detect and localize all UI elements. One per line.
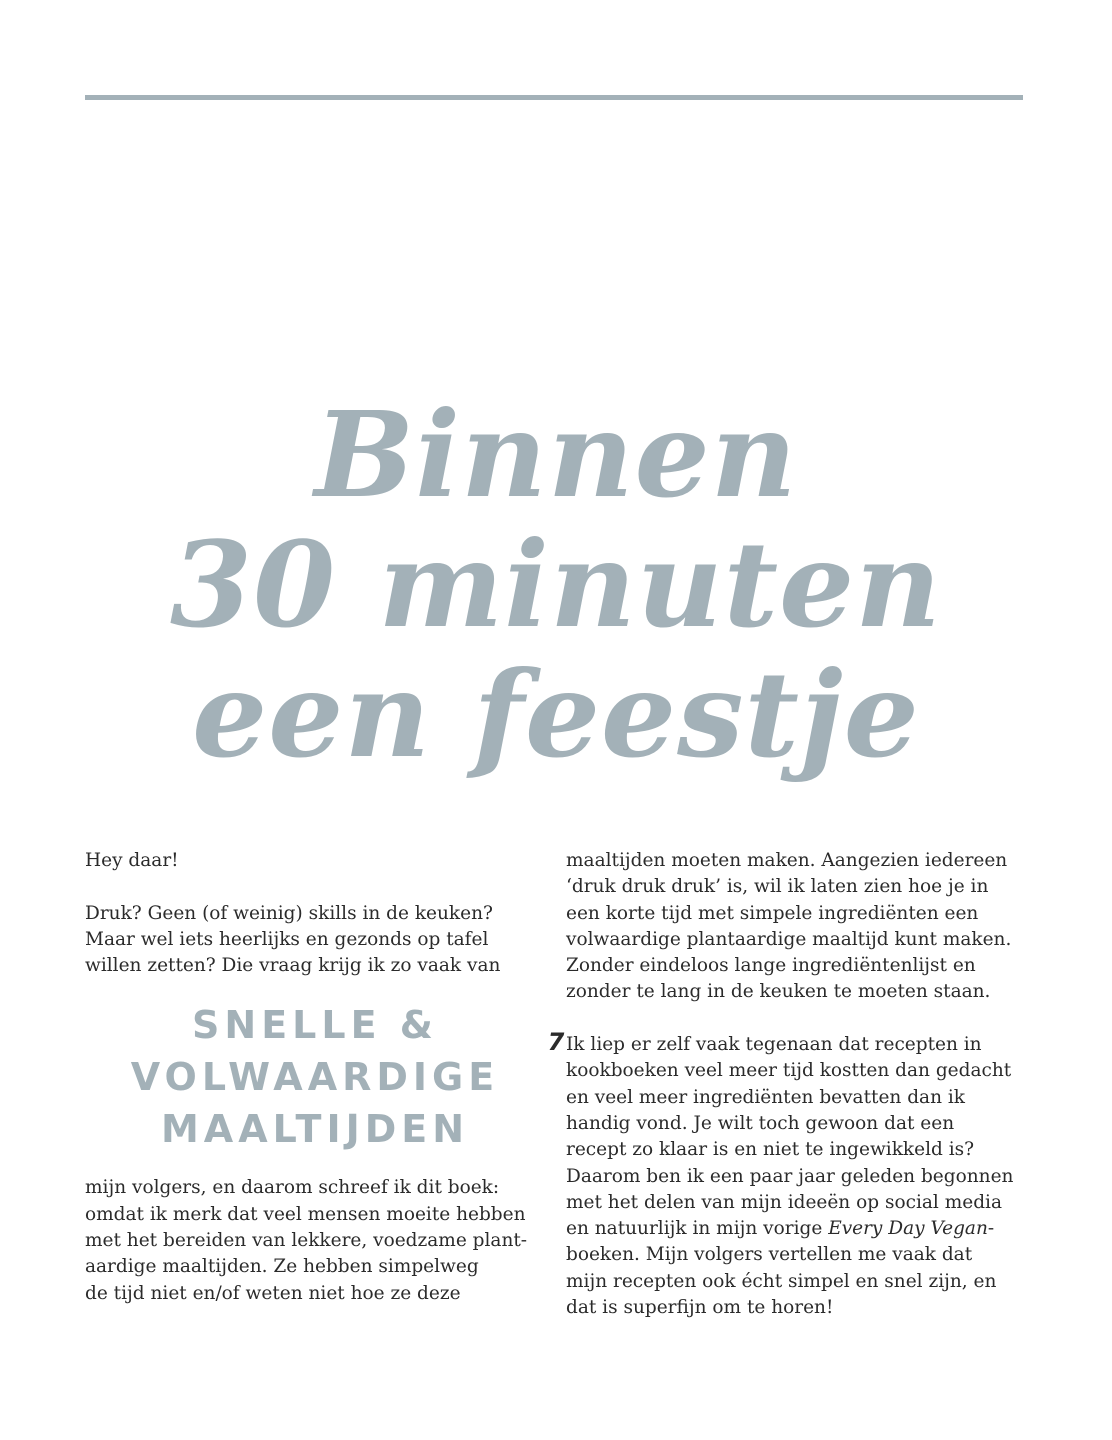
body-line: recept zo klaar is en niet te ingewikkeld is? — [566, 1139, 975, 1161]
body-line: Daarom ben ik een paar jaar geleden begonnen — [566, 1165, 1014, 1187]
body-line: ‘druk druk druk’ is, wil ik laten zien hoe je in — [566, 876, 989, 898]
body-line: en veel meer ingrediënten bevatten dan ik — [566, 1086, 965, 1108]
body-line: volwaardige plantaardige maaltijd kunt maken. — [566, 928, 1012, 950]
title-line-2: 30 minuten — [170, 515, 942, 654]
intro-line: Maar wel iets heerlijks en gezonds op tafel — [85, 928, 489, 950]
body-line: boeken. Mijn volgers vertellen me vaak dat — [566, 1244, 973, 1266]
body-line: een korte tijd met simpele ingrediënten een — [566, 902, 979, 924]
right-column — [566, 848, 1036, 1321]
body-line: de tijd niet en/of weten niet hoe ze deze — [85, 1282, 461, 1304]
body-line: mijn volgers, en daarom schreef ik dit boek: — [85, 1177, 500, 1199]
body-line: aardige maaltijden. Ze hebben simpelweg — [85, 1256, 479, 1278]
body-line: Ik liep er zelf vaak tegenaan dat recepten in — [566, 1034, 982, 1056]
body-line: met het bereiden van lekkere, voedzame plant- — [85, 1230, 528, 1252]
body-line: Zonder eindeloos lange ingrediëntenlijst en — [566, 955, 976, 977]
body-line: met het delen van mijn ideeën op social media — [566, 1191, 1002, 1213]
pull-quote-line-3: MAALTIJDEN — [160, 1107, 470, 1152]
body-line: omdat ik merk dat veel mensen moeite hebben — [85, 1203, 526, 1225]
left-column — [85, 848, 545, 1307]
body-line: dat is superfijn om te horen! — [566, 1297, 834, 1319]
top-rule — [85, 95, 1023, 100]
pull-quote-line-1: SNELLE & — [192, 1003, 438, 1048]
book-title: Every Day Vegan — [828, 1218, 988, 1240]
body-line-with-italic — [566, 1216, 1036, 1242]
body-line: mijn recepten ook écht simpel en snel zijn, en — [566, 1270, 997, 1292]
greeting: Hey daar! — [85, 850, 179, 871]
hyphen: - — [987, 1218, 995, 1240]
body-line: handig vond. Je wilt toch gewoon dat een — [566, 1112, 955, 1134]
pull-quote — [85, 999, 545, 1155]
page-number: 7 — [547, 1028, 565, 1056]
body-line: maaltijden moeten maken. Aangezien iedereen — [566, 850, 1008, 871]
line-start: en natuurlijk in mijn vorige — [566, 1218, 829, 1240]
body-line: zonder te lang in de keuken te moeten staan. — [566, 981, 991, 1003]
chapter-title — [0, 385, 1112, 784]
intro-line: willen zetten? Die vraag krijg ik zo vaak van — [85, 955, 501, 977]
intro-line: Druk? Geen (of weinig) skills in de keuken? — [85, 902, 493, 924]
title-line-3: een feestje — [192, 645, 920, 784]
paragraph-gap — [85, 874, 545, 900]
pull-quote-line-2: VOLWAARDIGE — [130, 1055, 500, 1100]
title-line-1: Binnen — [314, 385, 798, 524]
body-line: kookboeken veel meer tijd kostten dan gedacht — [566, 1060, 1012, 1082]
